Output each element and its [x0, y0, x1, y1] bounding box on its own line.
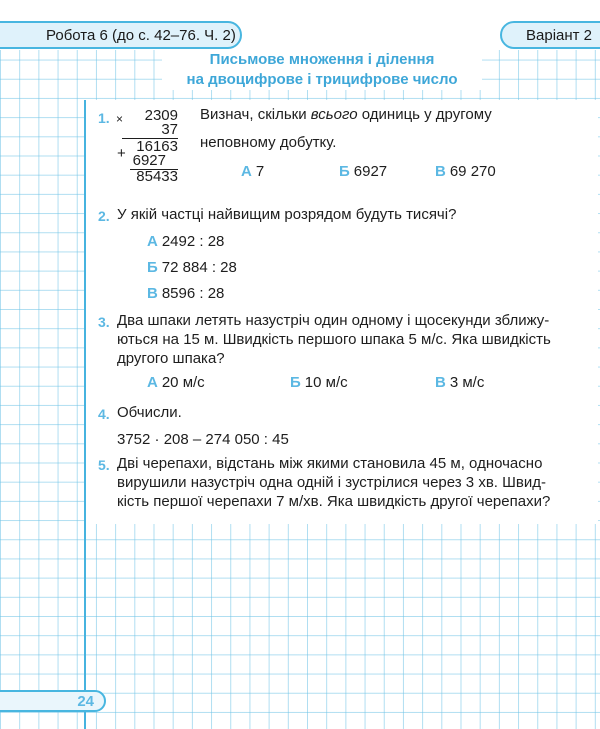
task-5-line-2: вирушили назустріч одна одній і зустрілися через 3 хв. Швид- [117, 474, 546, 491]
title-line-2: на двоцифрове і трицифрове число [186, 71, 458, 88]
page-number: 24 [77, 693, 94, 710]
task-3-line-2: ються на 15 м. Швидкість першого шпака 5 м/с. Яка швидкість [117, 331, 551, 348]
answer-option: В 69 270 [435, 163, 496, 180]
answer-option: А 20 м/с [147, 374, 205, 391]
answer-option: В 8596 : 28 [147, 285, 225, 302]
answer-option: Б 10 м/с [290, 374, 348, 391]
task-4-text: Обчисли. [117, 404, 182, 421]
task-3-line-3: другого шпака? [117, 350, 225, 367]
task-number: 2. [98, 208, 110, 224]
partial-product-1: 16163 [136, 138, 178, 155]
multiplicand: 2309 [144, 107, 178, 124]
work-label: Робота 6 (до с. 42–76. Ч. 2) [46, 27, 236, 44]
page-title [162, 50, 482, 90]
task-number: 3. [98, 314, 110, 330]
task-2-text: У якій частці найвищим розрядом будуть тисячі? [117, 206, 457, 223]
product-result: 85433 [136, 168, 178, 185]
answer-option: А 2492 : 28 [147, 233, 225, 250]
partial-product-2: 6927 [132, 152, 166, 169]
variant-label: Варіант 2 [526, 27, 593, 44]
page-number-pill [0, 690, 106, 712]
multiplier: 37 [161, 121, 178, 138]
title-line-1: Письмове множення і ділення [209, 51, 435, 68]
answer-option: А 7 [241, 163, 265, 180]
task-1-text-line-1: Визнач, скільки всього одиниць у другому [200, 106, 492, 123]
task-4-expression: 3752 · 208 – 274 050 : 45 [117, 431, 289, 448]
margin-line [84, 100, 86, 729]
answer-option: В 3 м/с [435, 374, 485, 391]
task-5-line-3: кість першої черепахи 7 м/хв. Яка швидкість другої черепахи? [117, 493, 551, 510]
variant-pill [500, 21, 600, 49]
answer-option: Б 72 884 : 28 [147, 259, 237, 276]
column-multiplication [116, 108, 178, 184]
multiply-sign: × [116, 112, 124, 126]
task-3-line-1: Два шпаки летять назустріч один одному і щосекунди зближу- [117, 312, 550, 329]
work-label-pill [0, 21, 242, 49]
task-number: 1. [98, 110, 110, 126]
task-1-text-line-2: неповному добутку. [200, 134, 337, 151]
task-5-line-1: Дві черепахи, відстань між якими становила 45 м, одночасно [117, 455, 543, 472]
answer-option: Б 6927 [339, 163, 388, 180]
plus-sign: + [117, 145, 126, 162]
task-number: 4. [98, 406, 110, 422]
task-number: 5. [98, 457, 110, 473]
